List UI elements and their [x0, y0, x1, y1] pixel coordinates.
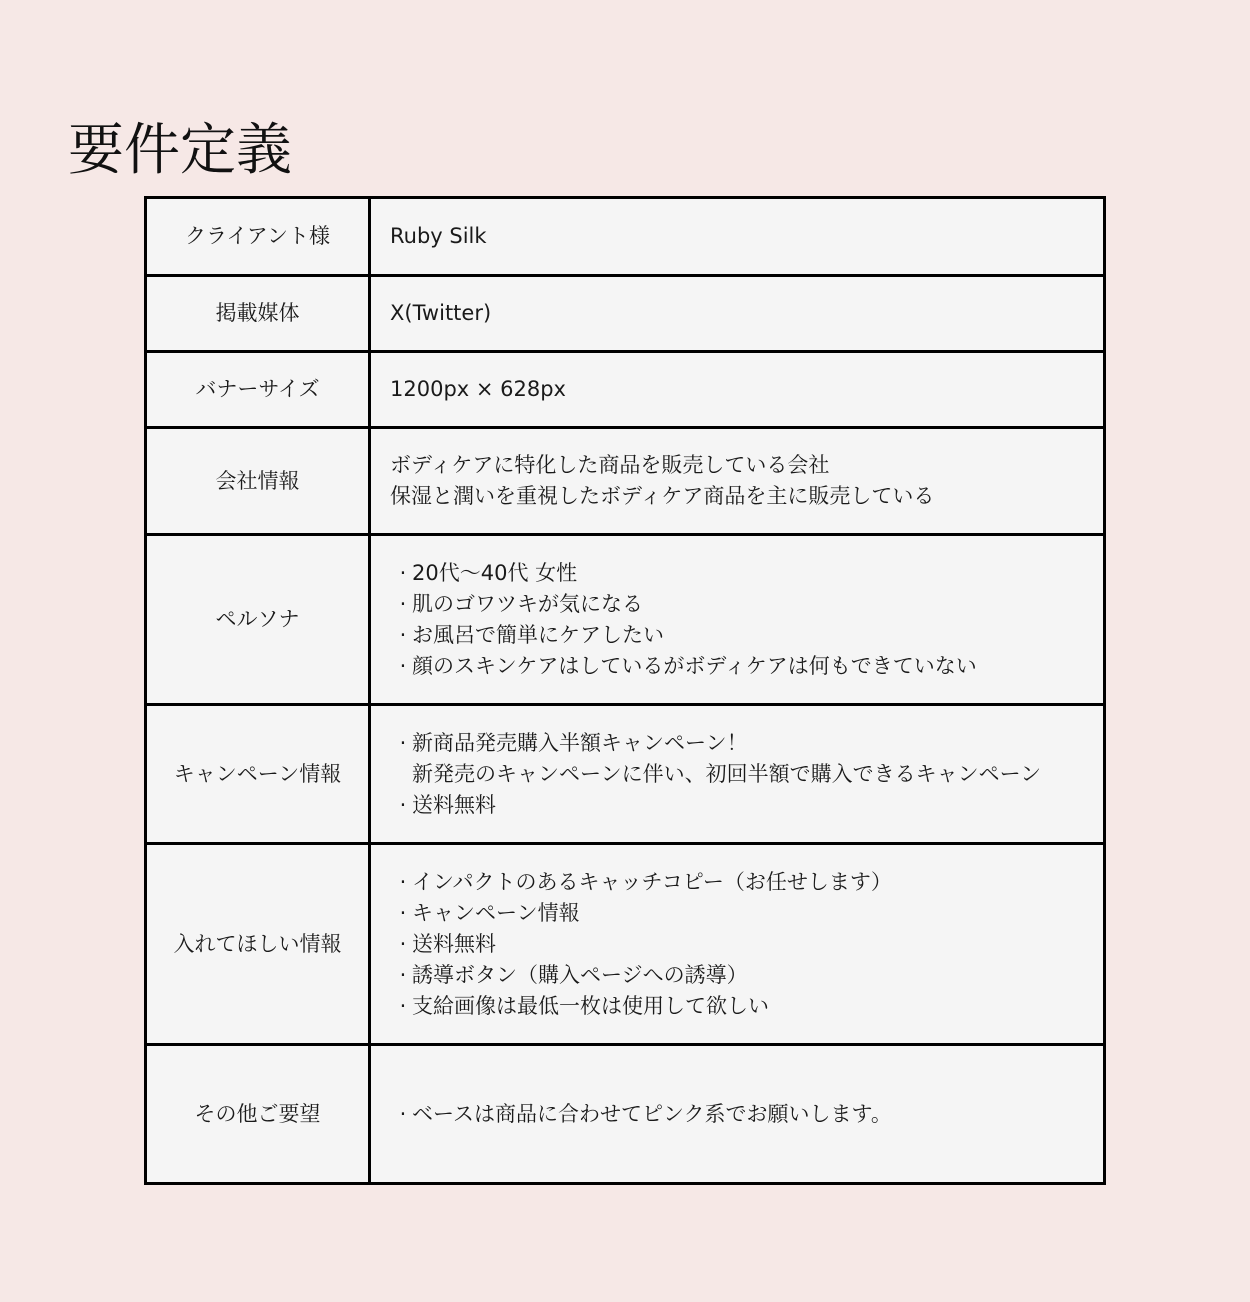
bullet-text: 支給画像は最低一枚は使用して欲しい [412, 993, 769, 1018]
bullet-item [390, 929, 1091, 960]
table-row-campaign-info [146, 705, 1105, 844]
page-title: 要件定義 [68, 118, 292, 183]
bullet-text: 20代〜40代 女性 [412, 560, 578, 585]
row-value [370, 428, 1105, 535]
bullet-mark: · [399, 792, 407, 817]
value-line: Ruby Silk [390, 224, 487, 248]
bullet-item [390, 790, 1091, 821]
bullet-mark: · [399, 869, 407, 894]
bullet-item [390, 867, 1091, 898]
bullet-item [390, 728, 1091, 759]
row-value [370, 844, 1105, 1045]
bullet-item [390, 1099, 1091, 1130]
requirements-table [144, 196, 1106, 1185]
row-value [370, 1045, 1105, 1184]
value-line: 保湿と潤いを重視したボディケア商品を主に販売している [390, 484, 935, 508]
bullet-text: 肌のゴワツキが気になる [412, 591, 643, 616]
row-label: 会社情報 [146, 428, 370, 535]
row-value [370, 352, 1105, 428]
bullet-mark: · [399, 931, 407, 956]
row-label: ペルソナ [146, 535, 370, 705]
row-label: キャンペーン情報 [146, 705, 370, 844]
bullet-text: キャンペーン情報 [412, 900, 580, 925]
row-value [370, 705, 1105, 844]
row-label: バナーサイズ [146, 352, 370, 428]
bullet-text: 送料無料 [412, 792, 496, 817]
bullet-item [390, 589, 1091, 620]
bullet-item [390, 898, 1091, 929]
table-row-persona [146, 535, 1105, 705]
bullet-text: 送料無料 [412, 931, 496, 956]
bullet-text: 顔のスキンケアはしているがボディケアは何もできていない [412, 653, 977, 678]
table-row-media [146, 276, 1105, 352]
bullet-sub-line: 新発売のキャンペーンに伴い、初回半額で購入できるキャンペーン [412, 761, 1042, 786]
bullet-text: お風呂で簡単にケアしたい [412, 622, 664, 647]
bullet-text: 誘導ボタン（購入ページへの誘導） [412, 962, 748, 987]
row-label: クライアント様 [146, 198, 370, 276]
bullet-item [390, 991, 1091, 1022]
table-row-required-info [146, 844, 1105, 1045]
table-row-banner-size [146, 352, 1105, 428]
bullet-mark: · [399, 653, 407, 678]
bullet-item [390, 960, 1091, 991]
row-label: 入れてほしい情報 [146, 844, 370, 1045]
bullet-mark: · [399, 900, 407, 925]
value-line: X(Twitter) [390, 301, 492, 325]
bullet-item [390, 651, 1091, 682]
bullet-mark: · [399, 1101, 407, 1126]
bullet-text: ベースは商品に合わせてピンク系でお願いします。 [412, 1101, 892, 1126]
bullet-mark: · [399, 730, 407, 755]
bullet-mark: · [399, 993, 407, 1018]
bullet-mark: · [399, 591, 407, 616]
row-value [370, 535, 1105, 705]
value-line: ボディケアに特化した商品を販売している会社 [390, 453, 830, 477]
bullet-item [390, 620, 1091, 651]
table-row-client [146, 198, 1105, 276]
row-label: その他ご要望 [146, 1045, 370, 1184]
row-label: 掲載媒体 [146, 276, 370, 352]
row-value [370, 198, 1105, 276]
bullet-text: 新商品発売購入半額キャンペーン！ [412, 730, 748, 755]
row-value [370, 276, 1105, 352]
bullet-mark: · [399, 560, 407, 585]
bullet-text: インパクトのあるキャッチコピー（お任せします） [412, 869, 892, 894]
table-row-company-info [146, 428, 1105, 535]
bullet-mark: · [399, 622, 407, 647]
bullet-mark: · [399, 962, 407, 987]
bullet-item [390, 558, 1091, 589]
value-line: 1200px × 628px [390, 377, 566, 401]
table-row-other-requests [146, 1045, 1105, 1184]
